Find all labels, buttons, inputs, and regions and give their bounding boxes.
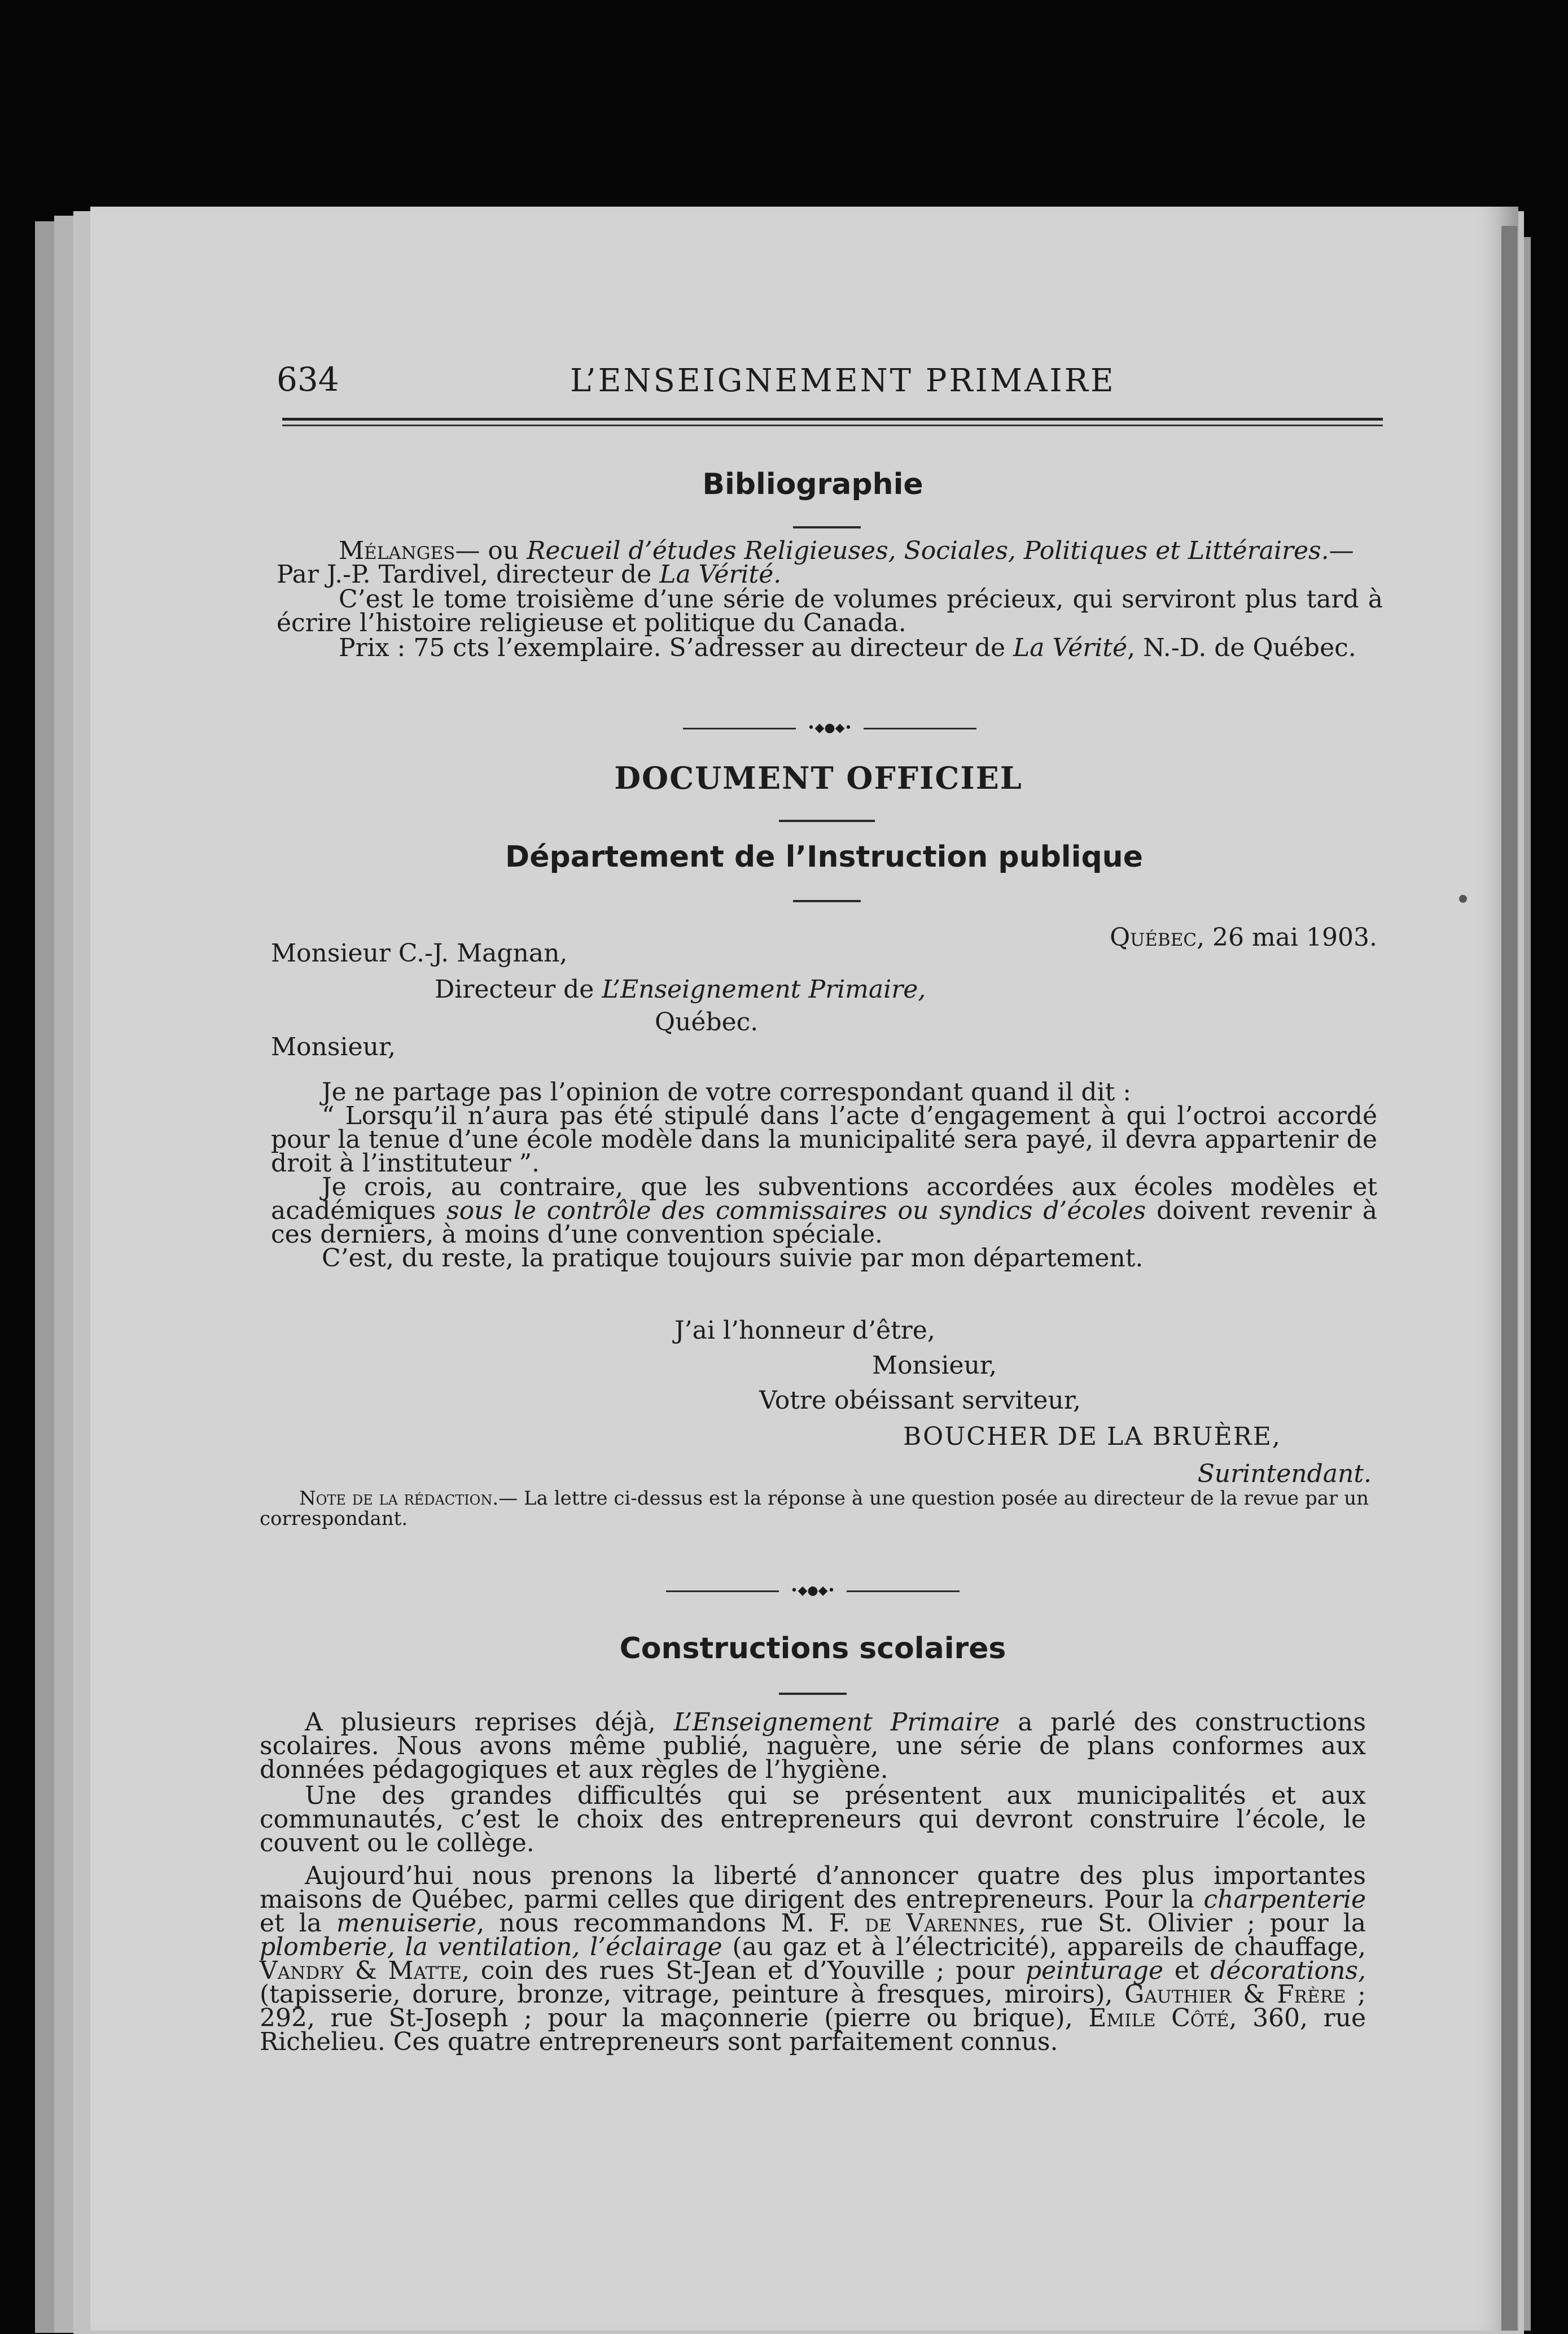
letter-closing: Votre obéissant serviteur, xyxy=(759,1386,1081,1415)
contractor-name: de Varennes xyxy=(865,1909,1018,1938)
constructions-paragraph: Une des grandes difficultés qui se présentent aux municipalités et aux communautés, c’est le choix des entrepreneurs qui devront construire l’école, le couvent ou le collège. xyxy=(260,1781,1366,1857)
letter-text: doivent revenir à ces derniers, à moins d’une convention spéciale. xyxy=(271,1196,1377,1249)
note-text xyxy=(260,1488,1369,1529)
addressee-title-text: Directeur de xyxy=(435,975,602,1004)
entry-text: — ou xyxy=(455,536,527,565)
letter-paragraph: Je ne partage pas l’opinion de votre correspondant quand il dit : xyxy=(322,1078,1132,1107)
heading-rule xyxy=(793,526,861,528)
page-number: 634 xyxy=(277,360,339,399)
para-text: A plusieurs reprises déjà, xyxy=(305,1708,674,1737)
para-emphasis: décorations, xyxy=(1210,1956,1366,1985)
entry-subtitle: Recueil d’études Religieuses, Sociales, Politiques et Littéraires. xyxy=(527,536,1329,565)
ornament-divider: •◆●◆• xyxy=(683,723,976,734)
letter-paragraph xyxy=(271,1175,1377,1247)
para-emphasis: plomberie, la ventilation, l’éclairage xyxy=(260,1933,722,1961)
letter-addressee-city: Québec. xyxy=(655,1008,759,1037)
signature-title-text: Surintendant. xyxy=(1197,1459,1372,1488)
constructions-paragraph xyxy=(260,1861,1366,2056)
document-subheading: Département de l’Instruction publique xyxy=(505,840,1143,874)
header-rule xyxy=(282,425,1383,426)
section-heading-bibliographie: Bibliographie xyxy=(702,467,923,501)
letter-closing: Monsieur, xyxy=(872,1351,997,1380)
entry-text: — xyxy=(1329,536,1354,565)
heading-rule xyxy=(793,900,861,902)
running-header xyxy=(277,360,1383,405)
entry-text: Prix : 75 cts l’exemplaire. S’adresser au directeur de xyxy=(339,633,1014,662)
section-heading-constructions: Constructions scolaires xyxy=(619,1632,1006,1666)
ornament-divider: •◆●◆• xyxy=(666,1585,960,1597)
entry-line xyxy=(277,560,1383,589)
para-emphasis: peinturage xyxy=(1025,1956,1164,1985)
para-text: , 360, rue Richelieu. Ces quatre entrepreneurs sont parfaitement connus. xyxy=(260,2004,1366,2056)
letter-date-text: , 26 mai 1903. xyxy=(1197,923,1377,952)
contractor-name: Emile Côté xyxy=(1088,2004,1229,2033)
entry-text: , N.-D. de Québec. xyxy=(1127,633,1356,662)
para-text: et la xyxy=(260,1909,336,1938)
page-speck xyxy=(1459,895,1467,903)
entry-author: Par J.-P. Tardivel, directeur de xyxy=(277,560,660,589)
page-gutter-shadow xyxy=(1524,237,1531,2331)
para-text: , coin des rues St-Jean et d’Youville ; pour xyxy=(461,1956,1026,1985)
letter-paragraph: C’est, du reste, la pratique toujours suivie par mon département. xyxy=(322,1244,1144,1273)
entry-title: Mélanges xyxy=(339,536,455,565)
letter-place: Québec xyxy=(1110,923,1197,952)
para-emphasis: menuiserie xyxy=(336,1909,477,1938)
heading-rule xyxy=(779,1693,847,1695)
entry-line xyxy=(277,536,1383,565)
letter-emphasis: sous le contrôle des commissaires ou syndics d’écoles xyxy=(446,1196,1146,1225)
header-rule xyxy=(282,418,1383,421)
bibliographie-entry xyxy=(277,536,1383,662)
letter-body xyxy=(271,1078,1377,1273)
note-label: Note de la rédaction xyxy=(299,1487,493,1510)
letter-closing: J’ai l’honneur d’être, xyxy=(674,1316,935,1345)
entry-description: C’est le tome troisième d’une série de volumes précieux, qui serviront plus tard à écrire l’histoire religieuse et politique du Canada. xyxy=(277,585,1383,637)
letter-salutation: Monsieur, xyxy=(271,1033,396,1061)
letter-text: Je crois, au contraire, que les subventions accordées aux écoles modèles et académiques xyxy=(271,1173,1377,1225)
entry-publication: La Vérité. xyxy=(659,560,782,589)
letter-quote: “ Lorsqu’il n’aura pas été stipulé dans l’acte d’engagement à qui l’octroi accordé pour la tenue d’une école modèle dans la municipalité sera payé, il devra appartenir de droit à l’instituteur ”. xyxy=(271,1102,1377,1178)
entry-price xyxy=(277,633,1383,662)
para-text: , nous recommandons M. F. xyxy=(476,1909,865,1938)
para-emphasis: charpenterie xyxy=(1203,1885,1366,1914)
para-text: a parlé des constructions scolaires. Nous avons même publié, naguère, une série de plans conformes aux données pédagogiques et aux règles de l’hygiène. xyxy=(260,1708,1366,1784)
page-gutter-shadow xyxy=(1501,226,1517,2331)
para-text: Aujourd’hui nous prenons la liberté d’annoncer quatre des plus importantes maisons de Québec, parmi celles que dirigent des entrepreneurs. Pour la xyxy=(260,1861,1366,1914)
constructions-body xyxy=(260,1708,1366,2056)
addressee-publication: L’Enseignement Primaire, xyxy=(602,975,926,1004)
constructions-paragraph xyxy=(260,1708,1366,1784)
letter-signature-title xyxy=(903,1459,1372,1488)
para-text: , rue St. Olivier ; pour la xyxy=(1018,1909,1366,1938)
note-body: .— La lettre ci-dessus est la réponse à une question posée au directeur de la revue par un correspondant. xyxy=(260,1487,1369,1530)
entry-publication: La Vérité xyxy=(1013,633,1128,662)
letter-addressee-title xyxy=(435,975,1112,1004)
letter-date xyxy=(1095,923,1377,952)
contractor-name: Gauthier & Frère xyxy=(1124,1980,1346,2009)
para-text: (au gaz et à l’électricité), appareils de chauffage, xyxy=(722,1933,1366,1961)
heading-rule xyxy=(779,820,875,822)
section-heading-document: DOCUMENT OFFICIEL xyxy=(614,760,1023,796)
para-text: (tapisserie, dorure, bronze, vitrage, peinture à fresques, miroirs), xyxy=(260,1980,1125,2009)
para-text: ; 292, rue St-Joseph ; pour la maçonnerie (pierre ou brique), xyxy=(260,1980,1366,2033)
editorial-note xyxy=(260,1488,1369,1529)
running-title: L’ENSEIGNEMENT PRIMAIRE xyxy=(570,362,1116,399)
letter-signature: BOUCHER DE LA BRUÈRE, xyxy=(903,1422,1281,1451)
letter-addressee: Monsieur C.-J. Magnan, xyxy=(271,939,568,968)
para-text: et xyxy=(1163,1956,1211,1985)
contractor-name: Vandry & Matte xyxy=(260,1956,462,1985)
para-publication: L’Enseignement Primaire xyxy=(673,1708,1000,1737)
